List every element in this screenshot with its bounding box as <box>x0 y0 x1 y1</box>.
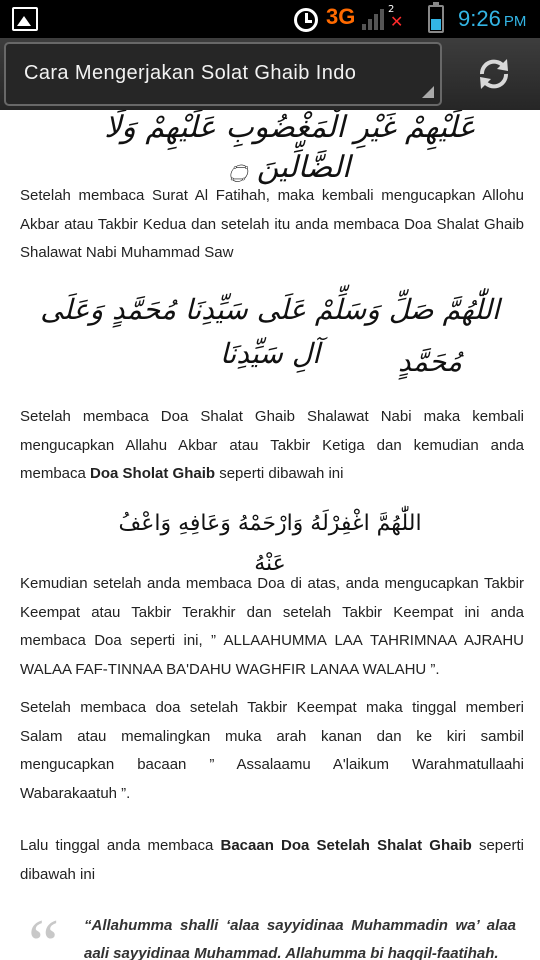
alarm-icon <box>294 8 318 32</box>
clock-ampm: PM <box>503 13 527 30</box>
arabic-fatihah-ending: عَلَيْهِمْ غَيْرِ الْمَغْضُوبِ عَلَيْهِمْ وَلَا الضَّالِّينَ ۝ <box>104 110 476 185</box>
arabic-shalawat-line-2: مُحَمَّدٍ <box>398 345 462 378</box>
paragraph-4: Setelah membaca doa setelah Takbir Keempat maka tinggal memberi Salam atau memalingkan muka arah kanan dan ke kiri sambil mengucapkan bacaan ” Assalaamu A'laikum Warahmatullaahi Wabarakaatuh ”. <box>20 699 524 802</box>
clock <box>458 6 526 32</box>
paragraph-2 <box>20 403 524 489</box>
paragraph-2-text-b: seperti dibawah ini <box>215 465 344 482</box>
refresh-icon[interactable] <box>474 54 514 94</box>
paragraph-5 <box>20 832 524 889</box>
no-sim-icon: ✕ <box>390 12 404 31</box>
arabic-doa-ghaib: اللّٰهُمَّ اغْفِرْلَهُ وَارْحَمْهُ وَعَافِهِ وَاعْفُ عَنْهُ <box>118 511 422 576</box>
image-icon <box>12 7 38 31</box>
dropdown-corner-icon <box>422 86 434 98</box>
page-title[interactable]: Cara Mengerjakan Solat Ghaib Indo <box>24 62 357 84</box>
browser-toolbar <box>0 38 540 110</box>
battery-level <box>431 19 441 30</box>
battery-icon <box>428 5 444 33</box>
paragraph-2-text-a: Setelah membaca Doa Shalat Ghaib Shalawat Nabi maka kembali mengucapkan Allahu Akbar atau Takbir Ketiga dan kemudian anda membaca <box>20 408 524 482</box>
network-type: 3G <box>326 4 356 29</box>
url-bar[interactable] <box>4 42 442 106</box>
paragraph-2-bold: Doa Sholat Ghaib <box>90 465 216 482</box>
sim-slot-label: 2 <box>388 4 395 15</box>
paragraph-1: Setelah membaca Surat Al Fatihah, maka kembali mengucapkan Allohu Akbar atau Takbir Kedua dan setelah itu anda membaca Doa Shalat Ghaib Shalawat Nabi Muhammad Saw <box>20 187 524 261</box>
signal-icon <box>362 8 386 30</box>
paragraph-5-text-b: seperti dibawah ini <box>20 837 524 883</box>
paragraph-5-bold: Bacaan Doa Setelah Shalat Ghaib <box>220 837 472 854</box>
status-bar <box>0 0 540 38</box>
paragraph-5-text-a: Lalu tinggal anda membaca <box>20 837 221 854</box>
arabic-shalawat-line-1: اللّٰهُمَّ صَلِّ وَسَلِّمْ عَلَى سَيِّدِنَا مُحَمَّدٍ وَعَلَى آلِ سَيِّدِنَا <box>40 293 500 370</box>
quote-text: “Allahumma shalli ‘alaa sayyidinaa Muhammadin wa’ alaa aali sayyidinaa Muhammad. Allahumma bi haqqil-faatihah. <box>84 917 516 960</box>
web-content[interactable] <box>0 110 540 960</box>
clock-time: 9:26 <box>458 6 501 31</box>
quote-mark-icon: “ <box>28 906 60 960</box>
paragraph-3: Kemudian setelah anda membaca Doa di atas, anda mengucapkan Takbir Keempat atau Takbir Terakhir dan setelah Takbir Keempat ini anda membaca Doa seperti ini, ” ALLAAHUMMA LAA TAHRIMNAA AJRAHU WALAA FAF-TINNAA BA'DAHU WAGHFIR LANAA WALAHU ”. <box>20 575 524 678</box>
